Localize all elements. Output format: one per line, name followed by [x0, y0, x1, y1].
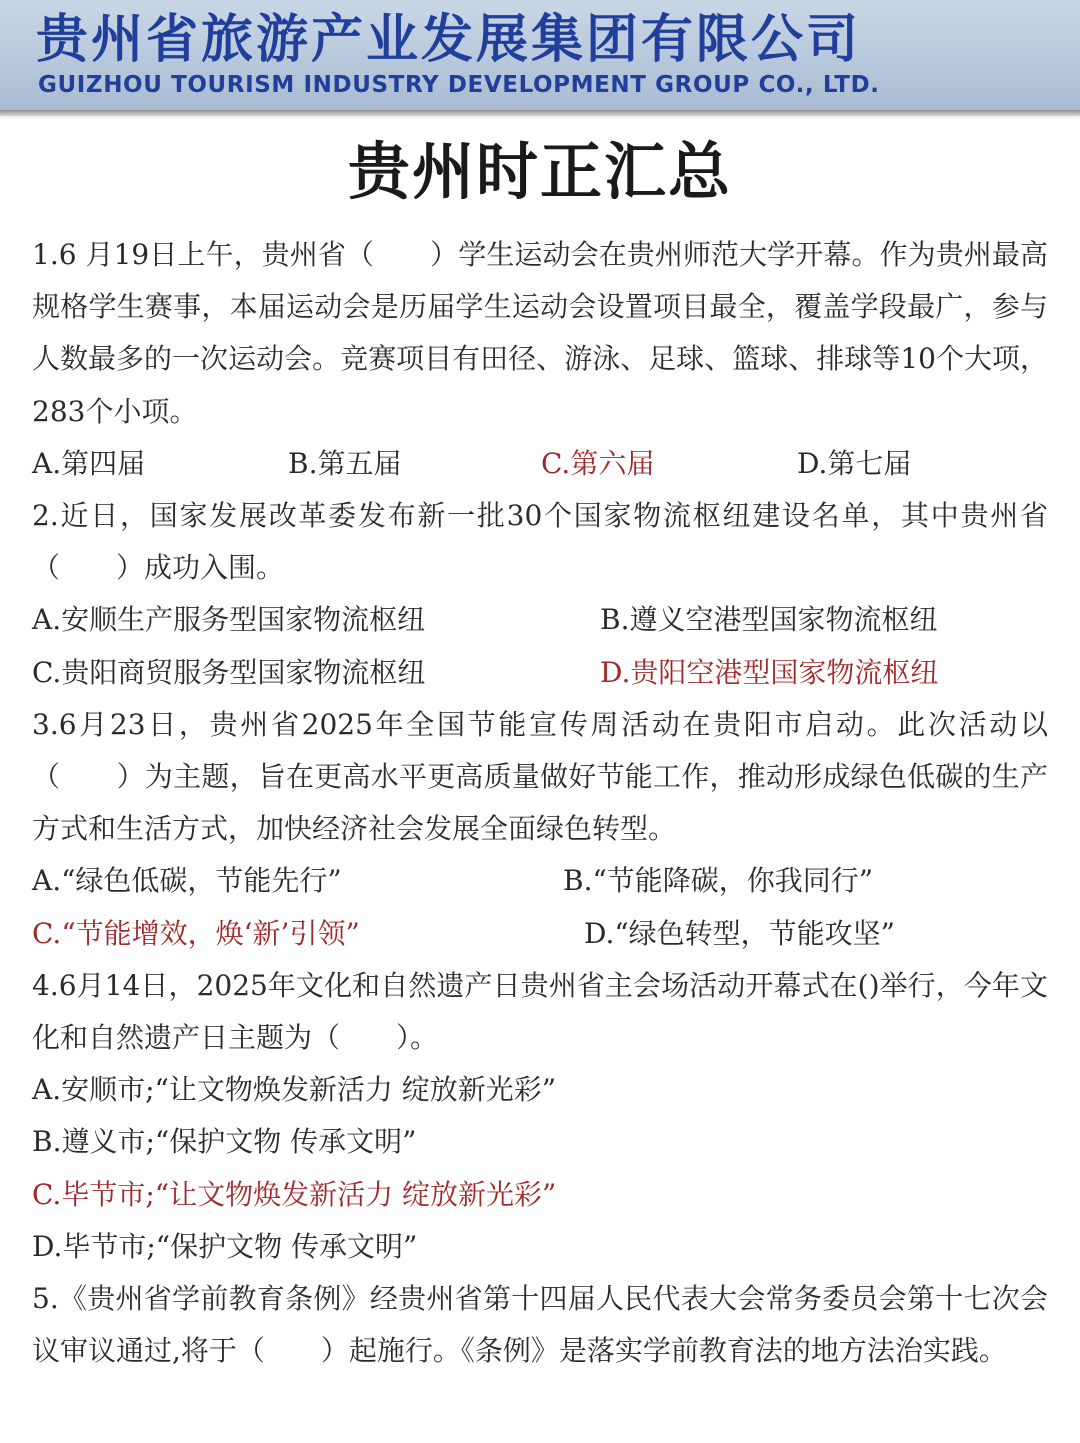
question-1-option-a: A.第四届: [32, 446, 146, 480]
question-5-stem: 5.《贵州省学前教育条例》经贵州省第十四届人民代表大会常务委员会第十七次会议审议通过,将于（ ）起施行。《条例》是落实学前教育法的地方法治实践。: [32, 1281, 1048, 1368]
company-name-cn: 贵州省旅游产业发展集团有限公司: [36, 10, 862, 70]
question-3-options-row-2: [32, 908, 1048, 960]
question-2-stem: 2.近日，国家发展改革委发布新一批30个国家物流枢纽建设名单，其中贵州省（ ）成功入围。: [32, 499, 1048, 585]
question-1-option-d: D.第七届: [797, 446, 912, 480]
question-4-option-c-answer: C.毕节市;“让文物焕发新活力 绽放新光彩”: [32, 1177, 557, 1211]
page-title: 贵州时正汇总: [347, 135, 732, 208]
question-4-option-a: A.安顺市;“让文物焕发新活力 绽放新光彩”: [32, 1073, 557, 1107]
question-3-stem: 3.6月23日，贵州省2025年全国节能宣传周活动在贵阳市启动。此次活动以（ ）为主题，旨在更高水平更高质量做好节能工作，推动形成绿色低碳的生产方式和生活方式，加快经济社会发展全面绿色转型。: [32, 707, 1048, 846]
question-3-option-c-answer: C.“节能增效，焕‘新’引领”: [32, 916, 360, 950]
question-2-options-row-2: [32, 647, 1048, 699]
company-name-en: GUIZHOU TOURISM INDUSTRY DEVELOPMENT GROUP CO., LTD.: [38, 72, 880, 98]
question-2-option-b: B.遵义空港型国家物流枢纽: [600, 603, 938, 637]
question-4-option-d: D.毕节市;“保护文物 传承文明”: [32, 1229, 418, 1263]
question-3-option-a: A.“绿色低碳，节能先行”: [32, 864, 342, 898]
question-1-stem: 1.6 月19日上午，贵州省（ ）学生运动会在贵州师范大学开幕。作为贵州最高规格学生赛事，本届运动会是历届学生运动会设置项目最全，覆盖学段最广，参与人数最多的一次运动会。竞赛项目有田径、游泳、足球、篮球、排球等10个大项，283个小项。: [32, 238, 1048, 428]
question-3-option-d: D.“绿色转型，节能攻坚”: [584, 916, 895, 950]
question-list: [32, 229, 1048, 1377]
question-2-option-c: C.贵阳商贸服务型国家物流枢纽: [32, 655, 426, 689]
question-4-option-b: B.遵义市;“保护文物 传承文明”: [32, 1125, 417, 1159]
question-1-option-b: B.第五届: [288, 446, 402, 480]
banner-divider: [0, 110, 1080, 116]
question-2-option-a: A.安顺生产服务型国家物流枢纽: [32, 603, 426, 637]
question-2-options-row-1: [32, 594, 1048, 646]
question-3-options-row-1: [32, 855, 1048, 907]
question-3-option-b: B.“节能降碳，你我同行”: [563, 864, 874, 898]
header-banner: [0, 0, 1080, 110]
question-1-options: [32, 438, 1048, 490]
question-1-option-c-answer: C.第六届: [541, 446, 655, 480]
question-4-stem: 4.6月14日，2025年文化和自然遗产日贵州省主会场活动开幕式在()举行，今年文化和自然遗产日主题为（ ）。: [32, 968, 1048, 1054]
question-2-option-d-answer: D.贵阳空港型国家物流枢纽: [600, 655, 939, 689]
